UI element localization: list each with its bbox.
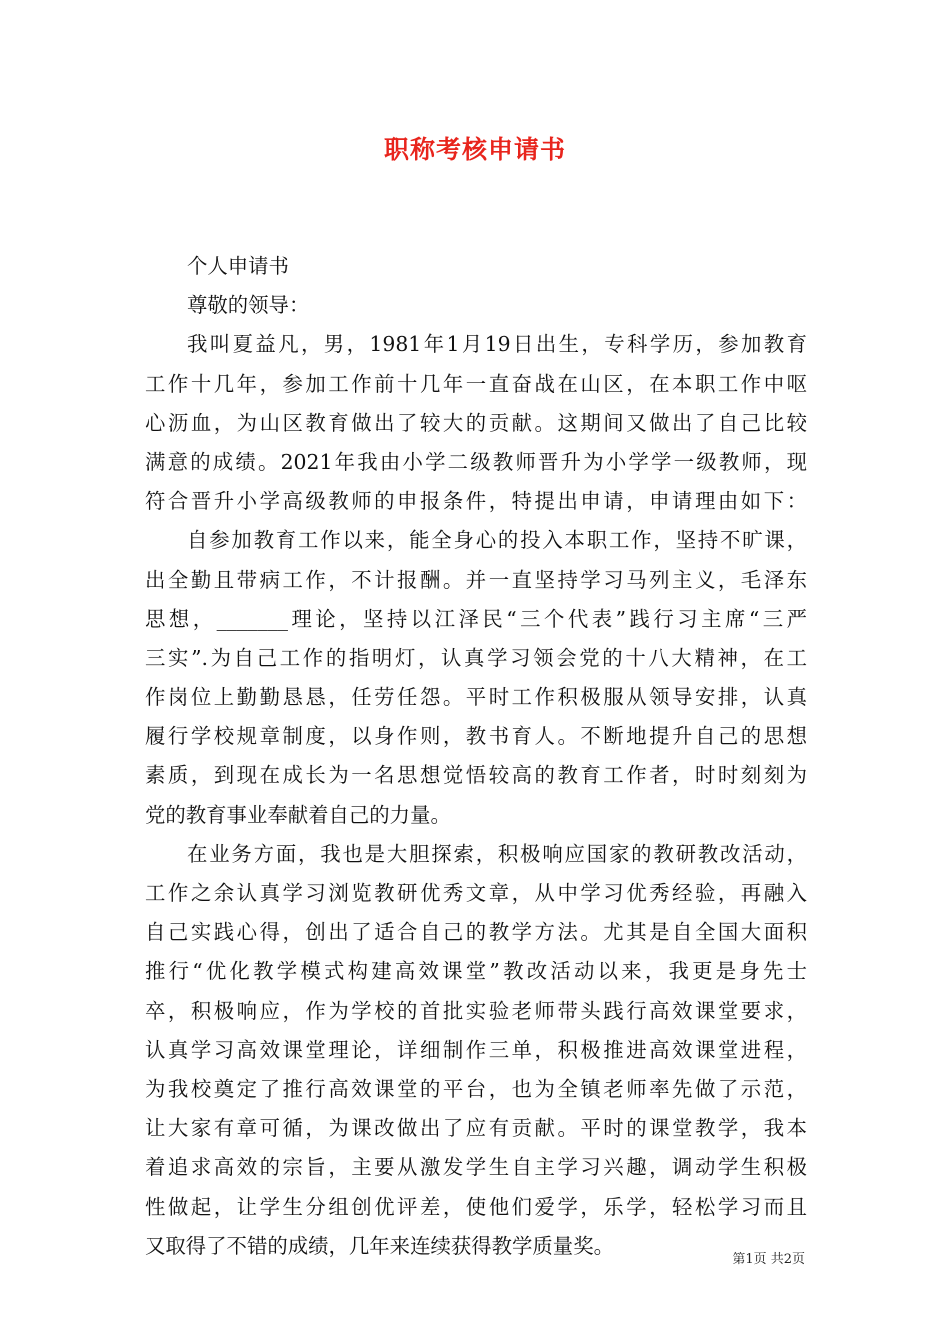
text-line: 满意的成绩。2021年我由小学二级教师晋升为小学学一级教师，现	[145, 449, 807, 474]
text-line: 在业务方面，我也是大胆探索，积极响应国家的教研教改活动，	[187, 841, 807, 866]
text-line: 又取得了不错的成绩，几年来连续获得教学质量奖。	[145, 1233, 614, 1258]
text-line: 个人申请书	[187, 254, 289, 278]
text-line: 自参加教育工作以来，能全身心的投入本职工作，坚持不旷课，	[187, 528, 807, 553]
document-title: 职称考核申请书	[383, 135, 566, 164]
text-line: 让大家有章可循，为课改做出了应有贡献。平时的课堂教学，我本	[145, 1116, 807, 1141]
text-line: 认真学习高效课堂理论，详细制作三单，积极推进高效课堂进程，	[145, 1037, 807, 1062]
text-line: 卒，积极响应，作为学校的首批实验老师带头践行高效课堂要求，	[145, 998, 807, 1023]
text-line: 素质，到现在成长为一名思想觉悟较高的教育工作者，时时刻刻为	[145, 763, 807, 788]
text-line: 三实”.为自己工作的指明灯，认真学习领会党的十八大精神，在工	[145, 645, 807, 670]
text-line: 履行学校规章制度，以身作则，教书育人。不断地提升自己的思想	[145, 724, 807, 749]
text-line: 作岗位上勤勤恳恳，任劳任怨。平时工作积极服从领导安排，认真	[145, 685, 807, 710]
text-line: 着追求高效的宗旨，主要从激发学生自主学习兴趣，调动学生积极	[145, 1155, 807, 1180]
text-line: 党的教育事业奉献着自己的力量。	[145, 802, 451, 827]
text-line: 出全勤且带病工作，不计报酬。并一直坚持学习马列主义，毛泽东	[145, 567, 807, 592]
document-body	[145, 247, 807, 1266]
text-line: 性做起，让学生分组创优评差，使他们爱学，乐学，轻松学习而且	[145, 1194, 807, 1219]
text-line: 心沥血，为山区教育做出了较大的贡献。这期间又做出了自己比较	[145, 410, 807, 435]
text-line: 思想，_______理论，坚持以江泽民“三个代表”践行习主席“三严	[145, 606, 807, 631]
text-line: 符合晋升小学高级教师的申报条件，特提出申请，申请理由如下：	[145, 489, 807, 514]
text-line: 工作十几年，参加工作前十几年一直奋战在山区，在本职工作中呕	[145, 371, 807, 396]
text-line: 工作之余认真学习浏览教研优秀文章，从中学习优秀经验，再融入	[145, 881, 807, 905]
text-line: 自己实践心得，创出了适合自己的教学方法。尤其是自全国大面积	[145, 920, 807, 945]
page-number: 第1页 共2页	[732, 1252, 805, 1267]
text-line: 我叫夏益凡，男，1981年1月19日出生，专科学历，参加教育	[187, 332, 807, 357]
text-line: 尊敬的领导：	[187, 293, 310, 318]
text-line: 为我校奠定了推行高效课堂的平台，也为全镇老师率先做了示范，	[145, 1076, 807, 1101]
text-line: 推行“优化教学模式构建高效课堂”教改活动以来，我更是身先士	[145, 959, 807, 984]
